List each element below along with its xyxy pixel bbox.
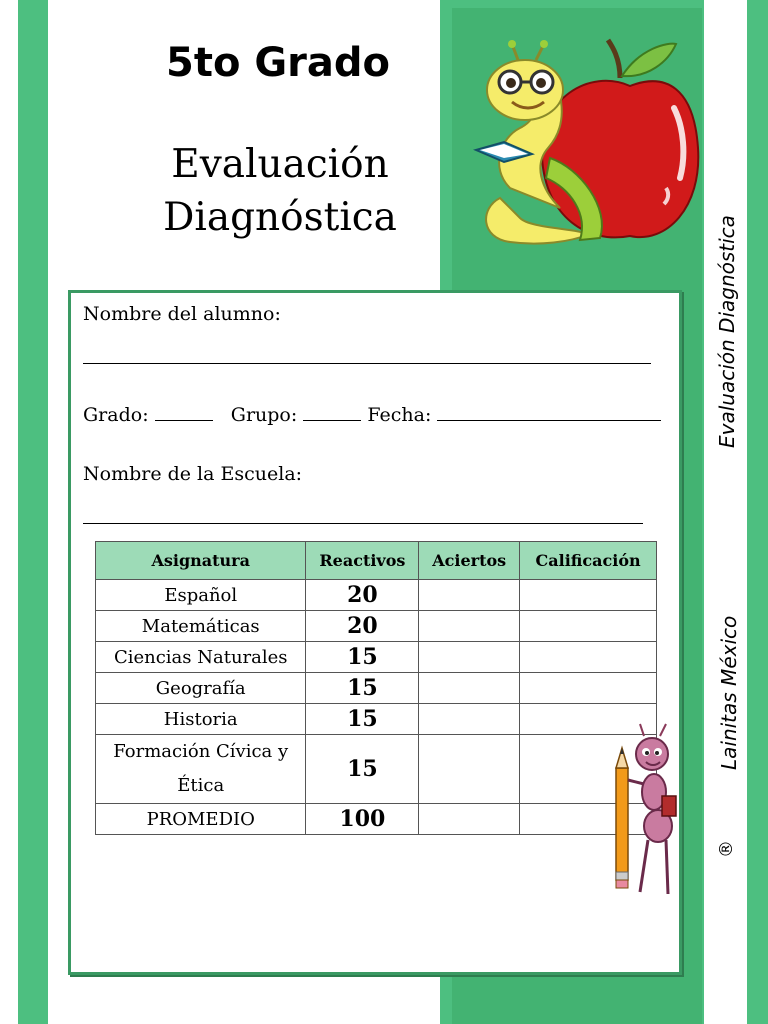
items-cell: 15: [306, 704, 419, 735]
items-cell: 20: [306, 580, 419, 611]
subject-cell: Ciencias Naturales: [96, 642, 306, 673]
date-blank[interactable]: [437, 403, 661, 421]
correct-cell[interactable]: [419, 804, 520, 835]
header-subject: Asignatura: [96, 542, 306, 580]
date-label: Fecha:: [367, 404, 432, 426]
school-name-line[interactable]: [83, 523, 643, 524]
subject-cell: Español: [96, 580, 306, 611]
side-brand-label: Lainitas México: [717, 615, 741, 770]
student-form-card: [68, 290, 682, 975]
correct-cell[interactable]: [419, 704, 520, 735]
subtitle-line-2: Diagnóstica: [163, 195, 397, 240]
group-label: Grupo:: [230, 404, 298, 426]
group-blank[interactable]: [303, 403, 361, 421]
worm-apple-illustration: [470, 38, 702, 250]
subject-cell: Matemáticas: [96, 611, 306, 642]
ant-pencil-illustration: [610, 722, 685, 900]
table-row: [96, 704, 657, 735]
table-row: [96, 611, 657, 642]
table-header-row: [96, 542, 657, 580]
correct-cell[interactable]: [419, 673, 520, 704]
correct-cell[interactable]: [419, 611, 520, 642]
average-row: [96, 804, 657, 835]
subject-cell: [96, 735, 306, 804]
left-green-stripe: [18, 0, 48, 1024]
correct-cell[interactable]: [419, 580, 520, 611]
total-items-cell: 100: [306, 804, 419, 835]
table-row: [96, 673, 657, 704]
items-cell: 15: [306, 735, 419, 804]
subject-cell: Geografía: [96, 673, 306, 704]
far-right-green-stripe: [747, 0, 768, 1024]
school-name-label: Nombre de la Escuela:: [83, 463, 303, 485]
score-cell[interactable]: [520, 611, 657, 642]
grade-label: Grado:: [83, 404, 149, 426]
correct-cell[interactable]: [419, 735, 520, 804]
subject-cell: Historia: [96, 704, 306, 735]
header-items: Reactivos: [306, 542, 419, 580]
table-row: [96, 642, 657, 673]
grade-blank[interactable]: [155, 403, 213, 421]
table-row: [96, 735, 657, 804]
subject-line-1: Formación Cívica y: [113, 741, 289, 762]
items-cell: 20: [306, 611, 419, 642]
correct-cell[interactable]: [419, 642, 520, 673]
grade-group-date-row: [83, 403, 661, 426]
grade-title: 5to Grado: [165, 40, 391, 86]
table-row: [96, 580, 657, 611]
subtitle-line-1: Evaluación: [171, 142, 389, 187]
subject-line-2: Ética: [177, 775, 225, 796]
items-cell: 15: [306, 642, 419, 673]
header-score: Calificación: [520, 542, 657, 580]
score-cell[interactable]: [520, 580, 657, 611]
student-name-line[interactable]: [83, 363, 651, 364]
score-cell[interactable]: [520, 642, 657, 673]
side-evaluation-label: Evaluación Diagnóstica: [715, 215, 739, 448]
score-cell[interactable]: [520, 673, 657, 704]
registered-mark: ®: [716, 840, 737, 858]
items-cell: 15: [306, 673, 419, 704]
grades-table: [95, 541, 657, 835]
student-name-label: Nombre del alumno:: [83, 303, 281, 325]
header-correct: Aciertos: [419, 542, 520, 580]
average-label-cell: PROMEDIO: [96, 804, 306, 835]
